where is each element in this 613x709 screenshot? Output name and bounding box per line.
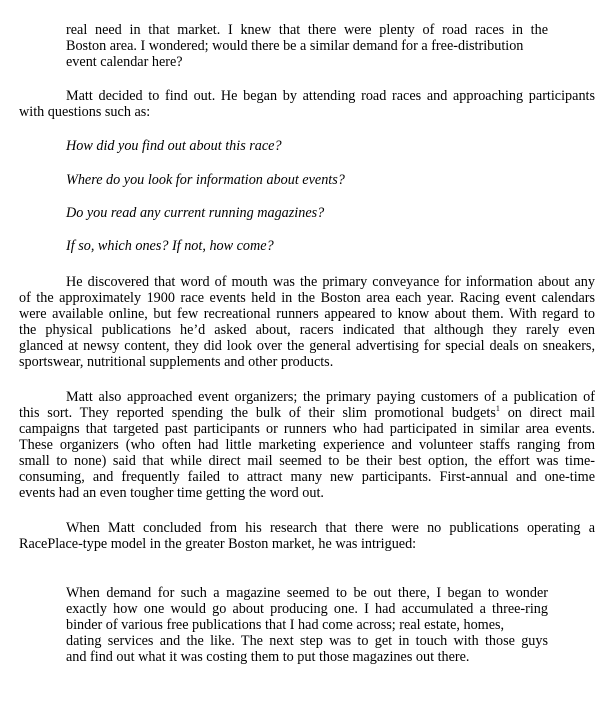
interview-question: How did you find out about this race? <box>66 138 282 154</box>
text-line: dating services and the like. The next step was to get in touch with those guys <box>66 633 548 649</box>
text-line: the physical publications he’d asked about, racers indicated that although they rarely even <box>19 322 595 338</box>
text-line: These organizers (who often had little marketing experience and volunteer staffs ranging from <box>19 437 595 453</box>
text-segment: this sort. They reported spending the bulk of their slim promotional budgets <box>19 405 496 421</box>
paragraph-matt-concluded <box>19 520 595 552</box>
text-segment: on direct mail <box>499 405 596 421</box>
paragraph-event-organizers <box>19 389 595 501</box>
text-line: were available online, but few recreational runners appeared to know about them. With regard to <box>19 306 595 322</box>
text-line: campaigns that targeted past participants or runners who had participated in similar area events. <box>19 421 595 437</box>
text-line: consuming, and frequently failed to attract many new participants. First-annual and one-time <box>19 469 595 485</box>
text-line: small to none) said that while direct mail seemed to be their best option, the effort was time- <box>19 453 595 469</box>
text-line: Matt decided to find out. He began by attending road races and approaching participants <box>66 88 595 104</box>
text-line: binder of various free publications that I had come across; real estate, homes, <box>66 617 505 633</box>
text-line: When Matt concluded from his research that there were no publications operating a <box>66 520 595 536</box>
text-line <box>19 405 595 421</box>
text-line: Boston area. I wondered; would there be a similar demand for a free-distribution <box>66 38 524 54</box>
text-line: events had an even tougher time getting the word out. <box>19 485 324 501</box>
interview-question: If so, which ones? If not, how come? <box>66 238 274 254</box>
text-line: glanced at newsy content, they did look over the general advertising for special deals on sneakers, <box>19 338 595 354</box>
quote-continuation-paragraph <box>66 22 548 70</box>
interview-question: Where do you look for information about events? <box>66 172 345 188</box>
text-line: and find out what it was costing them to put those magazines out there. <box>66 649 470 665</box>
text-line: of the approximately 1900 race events held in the Boston area each year. Racing event calendars <box>19 290 595 306</box>
text-line: He discovered that word of mouth was the primary conveyance for information about any <box>66 274 595 290</box>
paragraph-matt-decided <box>19 88 595 120</box>
text-line: sportswear, nutritional supplements and other products. <box>19 354 334 370</box>
text-line: RacePlace-type model in the greater Boston market, he was intrigued: <box>19 536 417 552</box>
text-line: exactly how one would go about producing one. I had accumulated a three-ring <box>66 601 548 617</box>
text-line: real need in that market. I knew that there were plenty of road races in the <box>66 22 548 38</box>
interview-question: Do you read any current running magazines? <box>66 205 325 221</box>
text-line: When demand for such a magazine seemed to be out there, I began to wonder <box>66 585 548 601</box>
paragraph-word-of-mouth <box>19 274 595 370</box>
text-line: with questions such as: <box>19 104 151 120</box>
text-line: event calendar here? <box>66 54 183 70</box>
block-quote <box>66 585 548 665</box>
footnote-marker: 1 <box>495 404 500 413</box>
text-line: Matt also approached event organizers; the primary paying customers of a publication of <box>66 389 595 405</box>
